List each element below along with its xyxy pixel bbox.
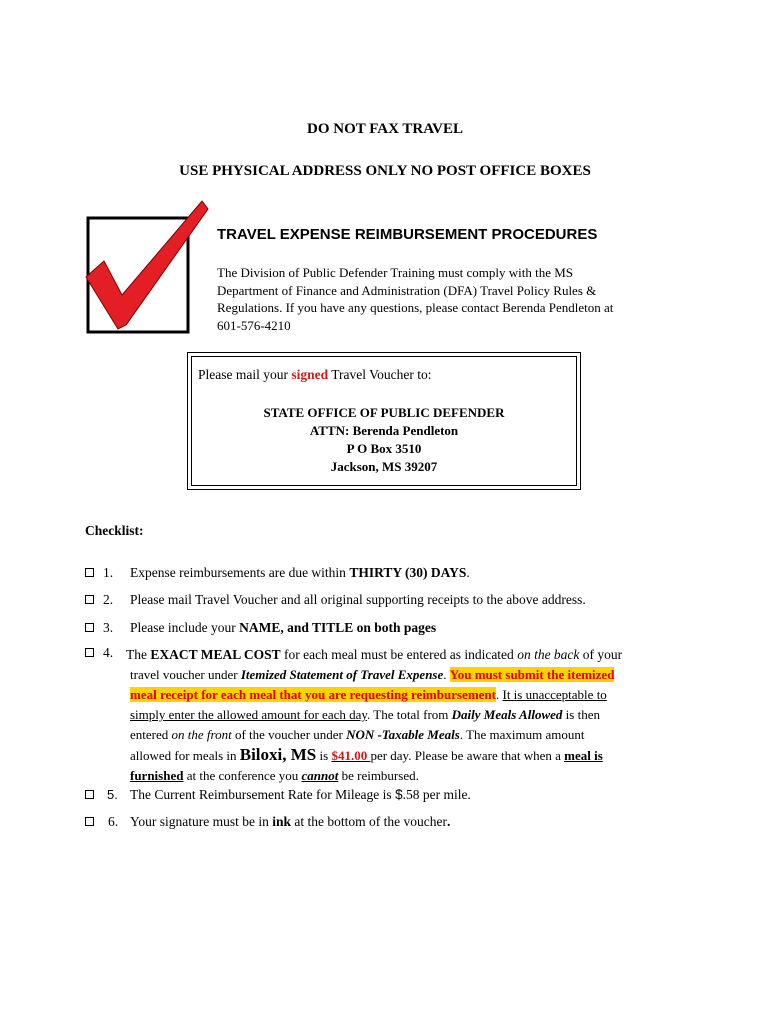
address-line: Jackson, MS 39207 [330, 459, 438, 474]
item-4-line [126, 685, 622, 705]
item-emphasis: EXACT MEAL COST [150, 647, 281, 662]
item-text: per day. Please be aware that when a [370, 748, 565, 763]
item-text: entered [130, 727, 172, 742]
mailing-address-box [187, 352, 581, 490]
checklist-item-2 [85, 592, 94, 608]
intro-line: The Division of Public Defender Training must comply with the MS [217, 265, 574, 280]
item-bold-italic: NON -Taxable Meals [346, 727, 460, 742]
checklist-item-1 [85, 565, 94, 581]
item-emphasis: ink [272, 814, 292, 829]
item-underline: It is unacceptable to [502, 687, 607, 702]
intro-line: Department of Finance and Administration (DFA) Travel Policy Rules & [217, 282, 597, 298]
item-text: travel voucher under [130, 667, 241, 682]
highlighted-requirement: You must submit the itemized [449, 667, 615, 682]
highlighted-requirement: meal receipt for each meal that you are requesting reimbursement [130, 687, 496, 702]
item-text: . The total from [367, 707, 452, 722]
item-emphasis: . [447, 814, 451, 829]
checkbox[interactable] [85, 790, 94, 799]
item-4-line [126, 705, 622, 725]
item-text: Please include your [130, 620, 240, 635]
item-text: Your signature must be in [130, 814, 273, 829]
address-line: ATTN: Berenda Pendleton [309, 423, 459, 438]
item-number: 5. [107, 787, 118, 802]
checkbox[interactable] [85, 595, 94, 604]
item-text: Expense reimbursements are due within [130, 565, 350, 580]
item-4-line [126, 745, 622, 766]
item-text: for each meal must be entered as indicated [280, 647, 518, 662]
address-line: P O Box 3510 [346, 441, 422, 456]
item-text: of your [579, 647, 623, 662]
item-italic: on the back [517, 647, 580, 662]
item-4-text [126, 645, 622, 786]
item-text: be reimbursed. [338, 768, 419, 783]
item-number: 1. [103, 565, 114, 580]
item-underline: simply enter the allowed amount for each day [130, 707, 368, 722]
item-text: of the voucher under [231, 727, 347, 742]
item-4-line [126, 645, 622, 665]
procedures-title: TRAVEL EXPENSE REIMBURSEMENT PROCEDURES [217, 226, 598, 243]
mail-instruction-pre: Please mail your [198, 367, 292, 382]
item-4-line [126, 725, 622, 745]
item-2-text: Please mail Travel Voucher and all original supporting receipts to the above address. [130, 592, 586, 607]
item-emphasis: NAME [239, 620, 281, 635]
checkbox[interactable] [85, 568, 94, 577]
item-6-text [130, 814, 450, 830]
meal-amount: $41.00 [331, 748, 371, 763]
item-number: 2. [103, 592, 114, 607]
checkbox[interactable] [85, 623, 94, 632]
item-number: 6. [108, 814, 119, 829]
item-text: at the conference you [183, 768, 302, 783]
item-bold-italic: Itemized Statement of Travel Expense [240, 667, 444, 682]
checklist-item-6 [85, 814, 94, 830]
signed-emphasis: signed [291, 367, 329, 382]
item-4-line [126, 665, 622, 685]
checkbox[interactable] [85, 648, 94, 657]
item-number: 3. [103, 620, 114, 635]
checklist-label: Checklist: [85, 523, 144, 538]
item-bold-italic: Daily Meals Allowed [451, 707, 563, 722]
mail-instruction [198, 367, 432, 383]
item-text: . [466, 565, 470, 580]
intro-line: 601-576-4210 [217, 317, 291, 333]
item-italic: on the front [171, 727, 232, 742]
address-line: STATE OFFICE OF PUBLIC DEFENDER [263, 405, 505, 420]
item-text: at the bottom of the voucher [291, 814, 448, 829]
item-emphasis: , and TITLE on both pages [280, 620, 437, 635]
mailing-address [192, 404, 576, 476]
notice-no-fax: DO NOT FAX TRAVEL [306, 121, 463, 137]
checkmark-icon [82, 199, 212, 337]
item-text: .58 per mile. [402, 787, 471, 802]
item-4-line [126, 766, 622, 786]
checklist-item-4 [85, 645, 94, 661]
item-emphasis: furnished [130, 768, 184, 783]
item-number: 4. [103, 645, 114, 660]
item-text: The [126, 647, 151, 662]
mail-instruction-post: Travel Voucher to: [328, 367, 432, 382]
notice-physical-address: USE PHYSICAL ADDRESS ONLY NO POST OFFICE BOXES [179, 163, 591, 179]
intro-line: Regulations. If you have any questions, please contact Berenda Pendleton at [217, 300, 614, 315]
item-emphasis: THIRTY (30) DAYS [349, 565, 467, 580]
item-text: . [495, 687, 503, 702]
checklist-item-5 [85, 787, 94, 803]
checklist-item-3 [85, 620, 94, 636]
checkbox[interactable] [85, 817, 94, 826]
item-text: is [316, 748, 332, 763]
item-text: is then [562, 707, 600, 722]
item-text: . The maximum amount [459, 727, 585, 742]
city-emphasis: Biloxi, MS [239, 745, 317, 764]
item-text: . [443, 667, 450, 682]
item-emphasis: meal is [564, 748, 603, 763]
item-1-text [130, 565, 470, 581]
item-text: allowed for meals in [130, 748, 240, 763]
mailing-address-inner [191, 356, 577, 486]
intro-paragraph [217, 264, 683, 334]
item-bold-italic: cannot [301, 768, 339, 783]
item-text: $ [395, 787, 403, 802]
item-5-text [130, 787, 471, 803]
item-text: The Current Reimbursement Rate for Mileage is [130, 787, 396, 802]
item-3-text [130, 620, 436, 636]
